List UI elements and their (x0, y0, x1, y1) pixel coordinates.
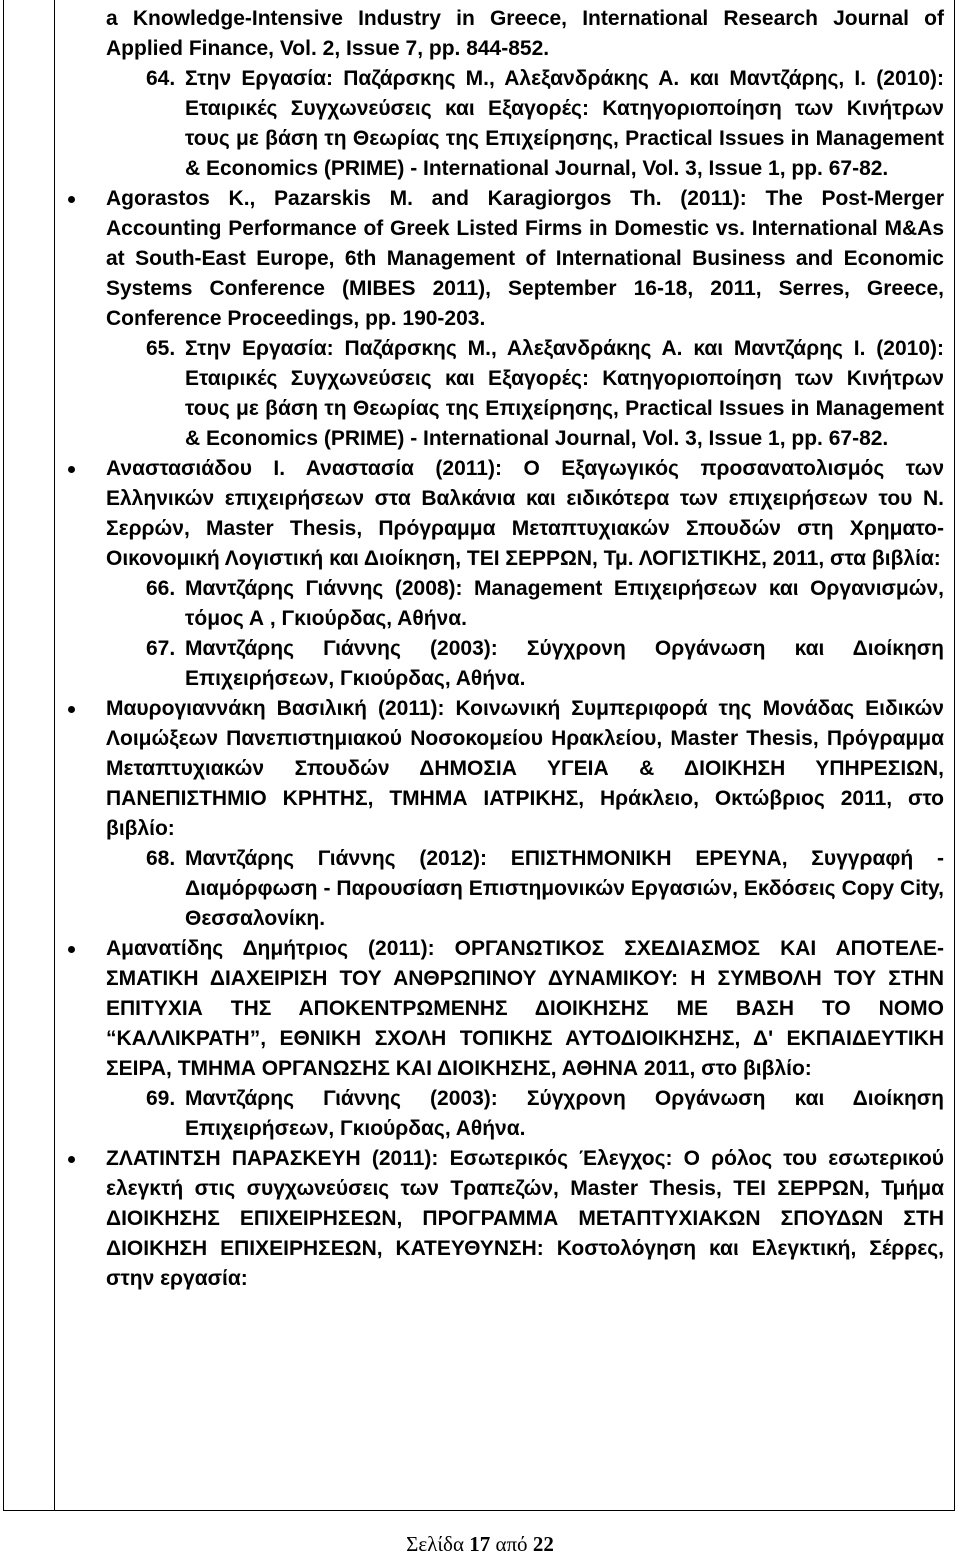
numbered-reference-69 (106, 1084, 944, 1144)
bullet-reference-amanatidis: Αμανατίδης Δημήτριος (2011): ΟΡΓΑΝΩΤΙΚΟΣ ΣΧΕΔΙΑΣΜΟΣ ΚΑΙ ΑΠΟΤΕΛΕ-ΣΜΑΤΙΚΗ ΔΙΑΧΕΙΡΙΣΗ ΤΟΥ ΑΝΘΡΩΠΙΝΟΥ ΔΥΝΑΜΙΚΟΥ: Η ΣΥΜΒΟΛΗ ΤΟΥ ΣΤΗΝ ΕΠΙΤΥΧΙΑ ΤΗΣ ΑΠΟΚΕΝΤΡΩΜΕΝΗΣ ΔΙΟΙΚΗΣΗΣ ΜΕ ΒΑΣΗ ΤΟ ΝΟΜΟ “ΚΑΛΛΙΚΡΑΤΗ”, ΕΘΝΙΚΗ ΣΧΟΛΗ ΤΟΠΙΚΗΣ ΑΥΤΟΔΙΟΙΚΗΣΗΣ, Δ' ΕΚΠΑΙΔΕΥΤΙΚΗ ΣΕΙΡΑ, ΤΜΗΜΑ ΟΡΓΑΝΩΣΗΣ ΚΑΙ ΔΙΟΙΚΗΣΗΣ, ΑΘΗΝΑ 2011, στο βιβλίο: (106, 934, 944, 1084)
footer-page-number: 17 (469, 1532, 491, 1556)
reference-text: Μαντζάρης Γιάννης (2003): Σύγχρονη Οργάνωση και Διοίκηση Επιχειρήσεων, Γκιούρδας, Αθήνα. (185, 1087, 944, 1140)
reference-text: Μαντζάρης Γιάννης (2008): Management Επιχειρήσεων και Οργανισμών, τόμος Α , Γκιούρδας, Αθήνα. (185, 577, 944, 630)
footer-prefix: Σελίδα (406, 1532, 464, 1556)
reference-number: 67. (146, 637, 176, 660)
reference-number: 66. (146, 577, 176, 600)
reference-number: 69. (146, 1087, 176, 1110)
reference-number: 65. (146, 337, 176, 360)
footer-middle: από (495, 1532, 528, 1556)
numbered-reference-66 (106, 574, 944, 634)
footer-total-pages: 22 (532, 1532, 554, 1556)
bullet-reference-zlatintsi: ΖΛΑΤΙΝΤΣΗ ΠΑΡΑΣΚΕΥΗ (2011): Εσωτερικός Έλεγχος: Ο ρόλος του εσωτερικού ελεγκτή στις συγχωνεύσεις των Τραπεζών, Master Thesis, ΤΕΙ ΣΕΡΡΩΝ, Τμήμα ΔΙΟΙΚΗΣΗΣ ΕΠΙΧΕΙΡΗΣΕΩΝ, ΠΡΟΓΡΑΜΜΑ ΜΕΤΑΠΤΥΧΙΑΚΩΝ ΣΠΟΥΔΩΝ ΣΤΗ ΔΙΟΙΚΗΣΗ ΕΠΙΧΕΙΡΗΣΕΩΝ, ΚΑΤΕΥΘΥΝΣΗ: Κοστολόγηση και Ελεγκτική, Σέρρες, στην εργασία: (106, 1144, 944, 1294)
reference-text: Μαντζάρης Γιάννης (2012): ΕΠΙΣΤΗΜΟΝΙΚΗ ΕΡΕΥΝΑ, Συγγραφή - Διαμόρφωση - Παρουσίαση Επιστημονικών Εργασιών, Εκδόσεις Copy City, Θεσσαλονίκη. (185, 847, 944, 930)
numbered-reference-64 (106, 64, 944, 184)
numbered-reference-68 (106, 844, 944, 934)
reference-number: 68. (146, 847, 176, 870)
numbered-reference-65 (106, 334, 944, 454)
reference-text: Στην Εργασία: Παζάρσκης Μ., Αλεξανδράκης Α. και Μαντζάρης Ι. (2010): Εταιρικές Συγχωνεύσεις και Εξαγορές: Κατηγοριοποίηση των Κινήτρων τους με βάση τη Θεωρίας της Επιχείρησης, Practical Issues in Management & Economics (PRIME) - International Journal, Vol. 3, Issue 1, pp. 67-82. (185, 337, 944, 450)
numbered-reference-67 (106, 634, 944, 694)
reference-text: Στην Εργασία: Παζάρσκης Μ., Αλεξανδράκης Α. και Μαντζάρης, Ι. (2010): Εταιρικές Συγχωνεύσεις και Εξαγορές: Κατηγοριοποίηση των Κινήτρων τους με βάση τη Θεωρίας της Επιχείρησης, Practical Issues in Management & Economics (PRIME) - International Journal, Vol. 3, Issue 1, pp. 67-82. (185, 67, 944, 180)
bullet-reference-agorastos: Agorastos K., Pazarskis M. and Karagiorgos Th. (2011): The Post-Merger Accounting Performance of Greek Listed Firms in Domestic vs. International M&As at South-East Europe, 6th Management of International Business and Economic Systems Conference (MIBES 2011), September 16-18, 2011, Serres, Greece, Conference Proceedings, pp. 190-203. (106, 184, 944, 334)
reference-list (106, 4, 944, 1294)
reference-number: 64. (146, 67, 176, 90)
reference-text: Μαντζάρης Γιάννης (2003): Σύγχρονη Οργάνωση και Διοίκηση Επιχειρήσεων, Γκιούρδας, Αθήνα. (185, 637, 944, 690)
bullet-reference-mavrogiannaki: Μαυρογιαννάκη Βασιλική (2011): Κοινωνική Συμπεριφορά της Μονάδας Ειδικών Λοιμώξεων Πανεπιστημιακού Νοσοκομείου Ηρακλείου, Master Thesis, Πρόγραμμα Μεταπτυχιακών Σπουδών ΔΗΜΟΣΙΑ ΥΓΕΙΑ & ΔΙΟΙΚΗΣΗ ΥΠΗΡΕΣΙΩΝ, ΠΑΝΕΠΙΣΤΗΜΙΟ ΚΡΗΤΗΣ, ΤΜΗΜΑ ΙΑΤΡΙΚΗΣ, Ηράκλειο, Οκτώβριος 2011, στο βιβλίο: (106, 694, 944, 844)
bullet-reference-anastasiadou: Αναστασιάδου Ι. Αναστασία (2011): Ο Εξαγωγικός προσανατολισμός των Ελληνικών επιχειρήσεων στα Βαλκάνια και ειδικότερα των επιχειρήσεων του Ν. Σερρών, Master Thesis, Πρόγραμμα Μεταπτυχιακών Σπουδών στη Χρηματο-Οικονομική Λογιστική και Διοίκηση, ΤΕΙ ΣΕΡΡΩΝ, Τμ. ΛΟΓΙΣΤΙΚΗΣ, 2011, στα βιβλία: (106, 454, 944, 574)
page-footer (0, 1532, 960, 1557)
reference-continuation: a Knowledge-Intensive Industry in Greece, International Research Journal of Applied Finance, Vol. 2, Issue 7, pp. 844-852. (106, 7, 944, 60)
left-column-divider (54, 0, 55, 1511)
